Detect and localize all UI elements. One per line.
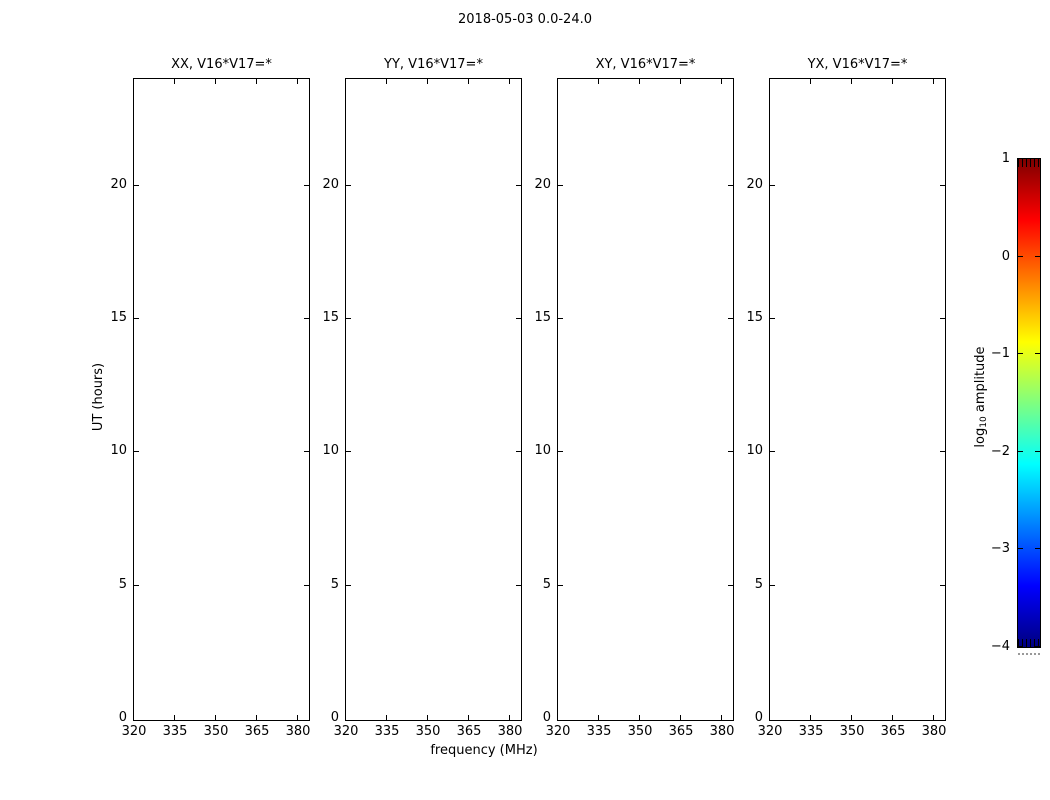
- y-tick-label: 0: [330, 710, 339, 725]
- x-tick-mark: [810, 79, 811, 84]
- x-tick-mark: [386, 715, 387, 720]
- y-tick-label: 5: [330, 577, 339, 592]
- x-tick-label: 335: [162, 724, 188, 739]
- figure-title: 2018-05-03 0.0-24.0: [458, 12, 592, 27]
- x-tick-label: 335: [798, 724, 824, 739]
- y-tick-label: 5: [754, 577, 763, 592]
- x-tick-mark: [892, 715, 893, 720]
- x-tick-mark: [598, 79, 599, 84]
- y-tick-label: 10: [322, 443, 339, 458]
- x-tick-label: 350: [203, 724, 229, 739]
- colorbar-tick-mark: [1018, 646, 1023, 647]
- y-tick-mark: [346, 185, 351, 186]
- y-tick-mark: [770, 318, 775, 319]
- y-tick-label: 20: [746, 177, 763, 192]
- colorbar: [1017, 158, 1041, 648]
- y-tick-label: 0: [542, 710, 551, 725]
- colorbar-tick-label: −2: [990, 444, 1010, 459]
- y-tick-label: 0: [118, 710, 127, 725]
- x-tick-mark: [174, 79, 175, 84]
- x-tick-label: 365: [668, 724, 694, 739]
- x-tick-mark: [810, 715, 811, 720]
- y-tick-label: 5: [118, 577, 127, 592]
- x-tick-mark: [680, 79, 681, 84]
- colorbar-tick-mark: [1018, 158, 1023, 159]
- y-tick-mark: [346, 585, 351, 586]
- colorbar-tick-mark: [1035, 548, 1040, 549]
- y-tick-label: 15: [534, 310, 551, 325]
- y-tick-mark: [940, 585, 945, 586]
- x-tick-mark: [639, 79, 640, 84]
- x-tick-mark: [297, 79, 298, 84]
- colorbar-tick-mark: [1035, 451, 1040, 452]
- y-tick-mark: [558, 585, 563, 586]
- colorbar-tick-mark: [1018, 353, 1023, 354]
- x-tick-mark: [386, 79, 387, 84]
- y-tick-mark: [770, 185, 775, 186]
- x-tick-mark: [892, 79, 893, 84]
- colorbar-label-prefix: log: [973, 427, 988, 448]
- subplot-title-xx: XX, V16*V17=*: [171, 57, 272, 72]
- x-tick-mark: [639, 715, 640, 720]
- x-tick-mark: [215, 79, 216, 84]
- y-tick-label: 10: [534, 443, 551, 458]
- x-tick-mark: [721, 79, 722, 84]
- y-tick-mark: [770, 451, 775, 452]
- x-tick-mark: [598, 715, 599, 720]
- x-tick-mark: [851, 79, 852, 84]
- y-tick-mark: [770, 585, 775, 586]
- y-tick-mark: [134, 451, 139, 452]
- colorbar-tick-mark: [1018, 548, 1023, 549]
- subplot-title-yx: YX, V16*V17=*: [807, 57, 908, 72]
- x-tick-mark: [427, 79, 428, 84]
- y-tick-label: 5: [542, 577, 551, 592]
- y-tick-mark: [940, 318, 945, 319]
- colorbar-tick-label: −1: [990, 346, 1010, 361]
- y-tick-mark: [346, 451, 351, 452]
- x-tick-mark: [427, 715, 428, 720]
- y-tick-label: 20: [322, 177, 339, 192]
- x-tick-label: 320: [757, 724, 783, 739]
- colorbar-gradient: [1018, 159, 1040, 647]
- subplot-panel-xx: [133, 78, 310, 721]
- y-tick-label: 15: [746, 310, 763, 325]
- x-tick-mark: [933, 715, 934, 720]
- x-tick-mark: [256, 79, 257, 84]
- y-tick-label: 10: [746, 443, 763, 458]
- y-tick-label: 0: [754, 710, 763, 725]
- x-tick-label: 365: [244, 724, 270, 739]
- x-tick-mark: [174, 715, 175, 720]
- colorbar-label-subscript: 10: [979, 416, 989, 428]
- y-tick-mark: [940, 185, 945, 186]
- y-axis-label: UT (hours): [91, 362, 106, 432]
- subplot-panel-yy: [345, 78, 522, 721]
- x-tick-label: 320: [121, 724, 147, 739]
- x-tick-label: 365: [456, 724, 482, 739]
- colorbar-tick-mark: [1018, 451, 1023, 452]
- x-tick-mark: [468, 79, 469, 84]
- x-tick-label: 380: [285, 724, 311, 739]
- y-tick-mark: [346, 318, 351, 319]
- x-tick-label: 320: [333, 724, 359, 739]
- colorbar-tick-label: 1: [1001, 151, 1010, 166]
- colorbar-label-suffix: amplitude: [973, 346, 988, 417]
- colorbar-tick-mark: [1035, 646, 1040, 647]
- x-tick-label: 335: [586, 724, 612, 739]
- y-tick-mark: [558, 451, 563, 452]
- y-tick-mark: [134, 318, 139, 319]
- colorbar-tick-mark: [1018, 256, 1023, 257]
- y-tick-label: 20: [534, 177, 551, 192]
- x-tick-mark: [680, 715, 681, 720]
- colorbar-tick-label: −4: [990, 639, 1010, 654]
- y-tick-mark: [940, 451, 945, 452]
- colorbar-tick-label: 0: [1001, 249, 1010, 264]
- subplot-title-yy: YY, V16*V17=*: [384, 57, 483, 72]
- x-tick-label: 380: [921, 724, 947, 739]
- x-tick-label: 350: [627, 724, 653, 739]
- x-tick-label: 350: [415, 724, 441, 739]
- y-tick-mark: [558, 185, 563, 186]
- subplot-panel-yx: [769, 78, 946, 721]
- x-tick-label: 365: [880, 724, 906, 739]
- subplot-panel-xy: [557, 78, 734, 721]
- x-tick-mark: [215, 715, 216, 720]
- colorbar-tick-mark: [1035, 256, 1040, 257]
- y-tick-label: 20: [110, 177, 127, 192]
- colorbar-tick-mark: [1035, 158, 1040, 159]
- y-tick-mark: [134, 185, 139, 186]
- x-tick-mark: [851, 715, 852, 720]
- x-tick-label: 380: [497, 724, 523, 739]
- x-tick-mark: [509, 79, 510, 84]
- colorbar-top-hatch: [1018, 159, 1040, 167]
- y-tick-label: 10: [110, 443, 127, 458]
- x-tick-mark: [468, 715, 469, 720]
- colorbar-tick-label: −3: [990, 541, 1010, 556]
- y-tick-mark: [134, 585, 139, 586]
- x-axis-label: frequency (MHz): [430, 743, 538, 758]
- x-tick-mark: [933, 79, 934, 84]
- subplot-title-xy: XY, V16*V17=*: [595, 57, 696, 72]
- x-tick-label: 335: [374, 724, 400, 739]
- y-tick-mark: [558, 318, 563, 319]
- x-tick-label: 380: [709, 724, 735, 739]
- x-tick-label: 350: [839, 724, 865, 739]
- y-tick-label: 15: [110, 310, 127, 325]
- x-tick-mark: [256, 715, 257, 720]
- x-tick-label: 320: [545, 724, 571, 739]
- colorbar-bottom-dots: [1018, 653, 1040, 655]
- colorbar-tick-mark: [1035, 353, 1040, 354]
- y-tick-label: 15: [322, 310, 339, 325]
